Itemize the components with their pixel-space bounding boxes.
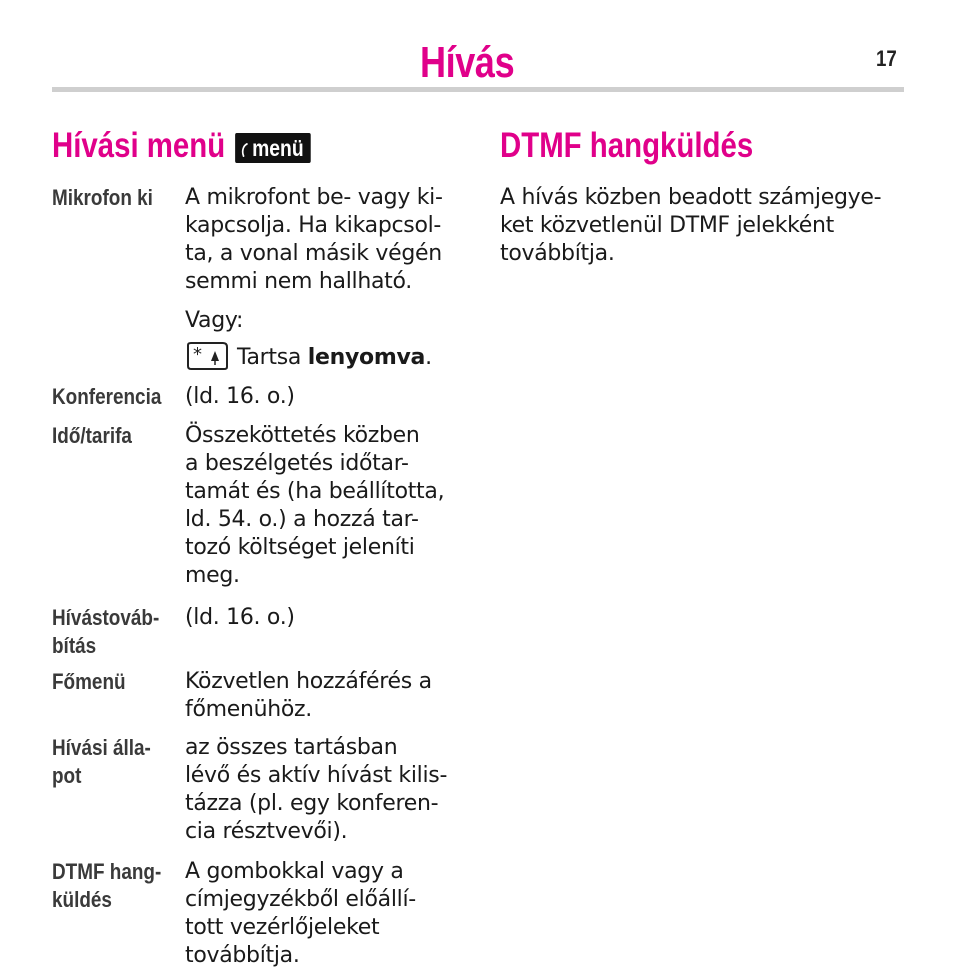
term-main-menu: Főmenü	[52, 669, 126, 694]
page-header-title: Hívás	[420, 38, 515, 87]
desc-call-forwarding: (ld. 16. o.)	[185, 605, 295, 630]
desc-main-menu: Közvetlen hozzáférés a főmenühöz.	[185, 669, 432, 722]
menu-softkey	[235, 133, 310, 163]
term-time-tariff: Idő/tarifa	[52, 423, 132, 448]
desc-call-status: az összes tartásban lévő és aktív hívást kilis- tázza (pl. egy konferen- cia résztvevői).	[185, 735, 448, 844]
star-key-icon	[185, 341, 229, 371]
call-menu-title-text: Hívási menü	[52, 126, 226, 165]
desc-dtmf-sending: A gombokkal vagy a címjegyzékből előállí- tott vezérlőjeleket továbbítja.	[185, 859, 416, 968]
call-menu-title	[52, 126, 310, 166]
desc-time-tariff: Összeköttetés közben a beszélgetés időtar- tamát és (ha beállította, ld. 54. o.) a hozzá tar- tozó költséget jeleníti meg.	[185, 423, 445, 588]
term-microphone-off: Mikrofon ki	[52, 185, 153, 210]
hold-instruction: * Tartsa lenyomva.	[185, 341, 485, 372]
dtmf-section-body: A hívás közben beadott számjegye- ket közvetlenül DTMF jelekként továbbítja.	[500, 185, 882, 266]
svg-text:*: *	[193, 344, 202, 365]
term-dtmf-sending: DTMF hang- küldés	[52, 859, 162, 912]
header-divider	[52, 87, 904, 92]
page-number: 17	[876, 46, 897, 71]
term-call-forwarding: Hívástováb- bítás	[52, 605, 160, 658]
dtmf-section-title: DTMF hangküldés	[500, 126, 754, 165]
handset-icon	[240, 143, 248, 157]
desc-microphone-off: A mikrofont be- vagy ki- kapcsolja. Ha kikapcsol- ta, a vonal másik végén semmi nem hallható. Vagy: * Tartsa lenyomva.	[185, 184, 485, 372]
menu-softkey-label: menü	[252, 134, 304, 161]
term-conference: Konferencia	[52, 384, 162, 409]
desc-conference: (ld. 16. o.)	[185, 384, 295, 409]
term-call-status: Hívási álla- pot	[52, 735, 151, 788]
